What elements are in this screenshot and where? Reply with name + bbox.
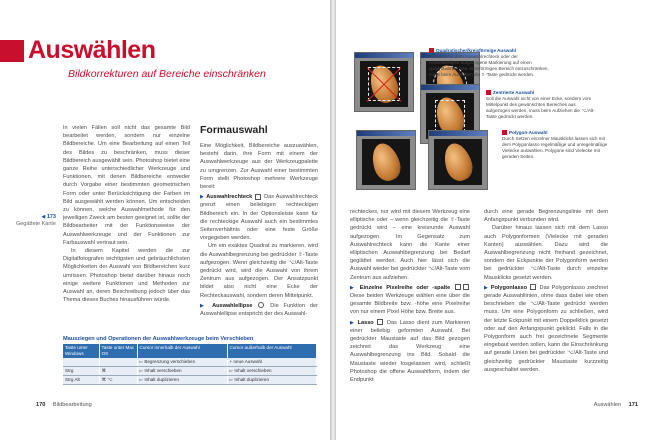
caption-title: Quadratischer/kreisförmige Auswahl [436, 48, 516, 53]
duplicate-cursor-icon: ▻ [229, 377, 235, 382]
move-cursor-icon: ▻ [229, 368, 235, 373]
margin-reference [8, 214, 56, 228]
item-label: Auswahlellipse [212, 302, 253, 309]
intro-column [63, 124, 190, 304]
right-column-1 [350, 208, 470, 384]
item-label: Lasso [357, 319, 374, 326]
item-text: Das Lasso dient zum Markieren einer beliebig geformten Auswahl. Bei gedrückter Maustaste auf das Bild gezogen zeichnet das Werkzeug eine Auswahlbegrenzung ins Bild. Sobald die Maustaste wieder losgelassen wird, schließt Photoshop die offene Auswahlform, indem der Endpunkt [350, 319, 470, 384]
bullet-icon: ▶ [200, 302, 208, 309]
screenshot-square-selection [354, 52, 414, 112]
left-page [0, 0, 330, 440]
caption-marker-icon [429, 48, 434, 53]
bullet-icon: ▶ [484, 284, 489, 291]
table-cell: ▻ Inhalt duplizieren [137, 376, 227, 385]
intro-paragraph: In vielen Fällen soll nicht das gesamte Bild bearbeitet werden, sondern nur einzelne Bildbereiche. Um eine Bearbeitung auf einen Teil des Bildes zu beschränken, muss dieser Bildbereich ausgewählt sein. Photoshop bietet eine ganze Reihe unterschiedlicher Werkzeuge und Funktionen, mit denen Bildbereiche entweder durch Vorgabe einer bestimmten geometrischen Form oder unter Berücksichtigung der Farben im Bild ausgewählt werden können. Um entscheiden zu können, welche Auswahlmethode für den jeweiligen Zweck am besten geeignet ist, sollte der Bildbearbeiter mit der Funktionsweise der Auswahlwerkzeuge und der Funktionen zur Farbauswahl vertraut sein. [63, 125, 190, 246]
table-cell: ▻ Inhalt duplizieren [227, 376, 317, 385]
shell-image [440, 140, 476, 184]
paragraph: rechteckes, nur wird mit diesem Werkzeug eine elliptische oder – wenn gleichzeitig die ⇧-Taste gedrückt wird – eine kreisrunde Auswahl aufgezogen. Im Gegensatz zum Auswahlrechteck kann die Kante einer elliptischen Auswahlbegrenzung bei Bedarf geglättet werden. Auch hier lässt sich die Auswahl wieder bei gedrückter ⌥/Alt-Taste vom Zentrum aus aufziehen. [350, 209, 470, 281]
intro-paragraph-2: In diesem Kapitel werden die zur Digitalfotografen wichtigsten und gebräuchlichsten Möglichkeiten der Auswahl von Bildbereichen kurz umrissen. Photoshop bietet darüber hinaus noch einige weitere Funktionen und Methoden zur Auswahl an, deren Beschreibung jedoch über das Thema dieses Buches hinausführen würde. [63, 248, 190, 304]
single-column-icon [463, 284, 469, 290]
item-label: Polygonlasso [490, 284, 528, 291]
caption-text: Soll die Auswahl nicht von einer Ecke, sondern vom Mittelpunkt des gewünschten Bereiches aus aufgezogen werden, muss beim Aufziehen die ⌥/Alt-Taste gedrückt werden. [486, 96, 595, 119]
running-head: Bildbearbeitung [52, 402, 92, 408]
chapter-title: Auswählen [28, 36, 156, 64]
right-column-2 [484, 208, 608, 374]
table-cell: ⌘ [99, 367, 137, 376]
window-titlebar [357, 131, 415, 136]
right-footer [594, 402, 638, 408]
window-titlebar [429, 131, 487, 136]
shell-image [368, 140, 404, 184]
item-paragraph: Um ein exaktes Quadrat zu markieren, wird die Auswahlbegrenzung bei gedrückter ⇧-Taste aufgezogen. Wenn gleichzeitig die ⌥/Alt-Taste gedrückt wird, wird die Auswahl von ihrem Zentrum aus aufgezogen. Der Ansatzpunkt bildet also nicht eine Ecke der Rechteckauswahl, sondern deren Mittelpunkt. [200, 243, 318, 299]
table-cell [63, 358, 99, 367]
reference-label: Gegättete Kante [15, 221, 56, 227]
table-cell: Strg [63, 367, 99, 376]
table-row [63, 367, 317, 376]
table-header: Cursor außerhalb der Auswahl [227, 344, 317, 358]
move-cursor-icon: ▻ [139, 368, 145, 373]
caption-3 [502, 130, 610, 160]
table-header-row [63, 344, 317, 358]
caption-2 [486, 90, 598, 120]
rect-marquee-icon [255, 194, 261, 200]
running-head: Auswählen [593, 402, 622, 408]
table-header: Cursor innerhalb der Auswahl [137, 344, 227, 358]
bullet-icon: ▶ [200, 194, 205, 201]
caption-1 [429, 48, 549, 78]
table-cell: Strg Alt [63, 376, 99, 385]
caption-marker-icon [486, 90, 491, 95]
single-row-icon [455, 284, 461, 290]
item-label: Auswahlrechteck [206, 194, 253, 201]
add-cursor-icon: + [229, 359, 234, 364]
chapter-subtitle: Bildkorrekturen auf Bereiche einschränken [68, 68, 266, 80]
page-number: 171 [628, 402, 638, 408]
caption-text: Um eine mit dem Auswahlrechteck oder der Auswahlellipse aufgezogene Markierung auf einen quadratischen bzw. kreisförmigen Bereich einzuschränken, muss beim Aufziehen die ⇧-Taste gedrückt werden. [429, 54, 549, 77]
move-cursor-icon: ▻ [139, 359, 145, 364]
formauswahl-paragraph: Eine Möglichkeit, Bildbereiche auszuwählen, besteht darin, ihre Form mit einem der Auswahlwerkzeuge aus der Werkzeugpalette zu umgrenzen. Zur Auswahl einer bestimmten Form stellt Photoshop mehrere Werkzeuge bereit: [200, 143, 318, 191]
table-row [63, 376, 317, 385]
reference-arrow-icon: ◀ [41, 214, 46, 220]
section-heading: Formauswahl [200, 124, 268, 136]
caption-title: Zentrierte Auswahl [493, 90, 535, 95]
window-titlebar [421, 85, 479, 90]
table-cell [99, 358, 137, 367]
polygon-lasso-icon [530, 284, 536, 290]
screenshot-polygon-selection [428, 130, 488, 190]
reference-number: 173 [46, 214, 56, 220]
duplicate-cursor-icon: ▻ [139, 377, 145, 382]
paragraph: Darüber hinaus lassen sich mit dem Lasso auch Polygonformen (Vielecke mit geraden Kanten) auswählen. Dazu wird die Auswahlbegrenzung nicht freihand gezeichnet, sondern der Eckpunkte der Polygonform werden bei gedrückter ⌥/Alt-Taste durch einzelne Mausklicks gesetzt werden. [484, 225, 608, 281]
item-text: Das Auswahlrechteck grenzt einen beliebigen rechteckigen Bildbereich ein. In der Optionsleiste kann für die rechteckige Auswahl auch ein bestimmtes Seitenverhältnis oder eine feste Größe vorgegeben werden. [200, 194, 318, 242]
item-label: Einzelne Pixelreihe oder -spalte [359, 284, 451, 291]
page-number: 170 [36, 402, 46, 408]
table-title: Mausziegen und Operationen der Auswahlwerkzeuge beim Verschieben [63, 336, 254, 342]
paragraph: durch eine gerade Begrenzungslinie mit dem Anfangspunkt verbunden wird. [484, 209, 608, 224]
item-text: Diese beiden Werkzeuge wählen eine über die gesamte Bildbreite bzw. -höhe eine Pixelreihe von nur einem Pixel Höhe bzw. Breite aus. [350, 293, 470, 316]
bullet-icon: ▶ [350, 319, 355, 326]
caption-text: Durch Setzen einzelner Mausklicks lassen sich mit dem Polygonlasso regelmäßige und unregelmäßige Vielecke auswählen. Polygone sind Vielecke mit geraden Seiten. [502, 136, 608, 159]
item-text: Das Polygonlasso zeichnet gerade Auswahllinien, ohne dass dabei wie oben beschrieben die ⌥/Alt-Taste gedrückt werden muss. Um eine Polygonform zu schließen, wird der letzte Eckpunkt mit einem Doppelklick gesetzt oder auf den Anfangspunkt geklickt. Falls in die Polygonform auch frei gezeichnete Segmente eingebaut werden sollen, kann die Einschränkung auf gerade Linien bei gedrückter ⌥/Alt-Taste und gleichzeitig gedrückter Maustaste kurzzeitig ausgeschaltet werden. [484, 284, 608, 373]
bullet-icon: ▶ [350, 284, 357, 291]
lasso-icon [377, 319, 383, 325]
table-cell: + neue Auswahl [227, 358, 317, 367]
table-cell: ⌘ ⌥ [99, 376, 137, 385]
caption-title: Polygon-Auswahl [509, 130, 548, 135]
shortcut-table [63, 344, 317, 385]
right-page [336, 0, 668, 440]
table-row [63, 358, 317, 367]
selection-marquee [435, 100, 465, 132]
table-cell: ▻ Inhalt verschieben [227, 367, 317, 376]
left-footer [36, 402, 92, 408]
chapter-red-bar [0, 40, 24, 62]
screenshot-lasso-selection [356, 130, 416, 190]
caption-marker-icon [502, 130, 507, 135]
table-cell: ▻ Begrenzung verschieben [137, 358, 227, 367]
window-titlebar [355, 53, 413, 58]
ellipse-marquee-icon [258, 302, 264, 308]
table-header: Taste unter Windows [63, 344, 99, 358]
table-cell: ▻ Inhalt verschieben [137, 367, 227, 376]
table-header: Taste unter Mac OS [99, 344, 137, 358]
formauswahl-column [200, 142, 318, 318]
item-text: Die Funktion der Auswahlellipse entspricht der des Auswahl- [200, 302, 318, 318]
